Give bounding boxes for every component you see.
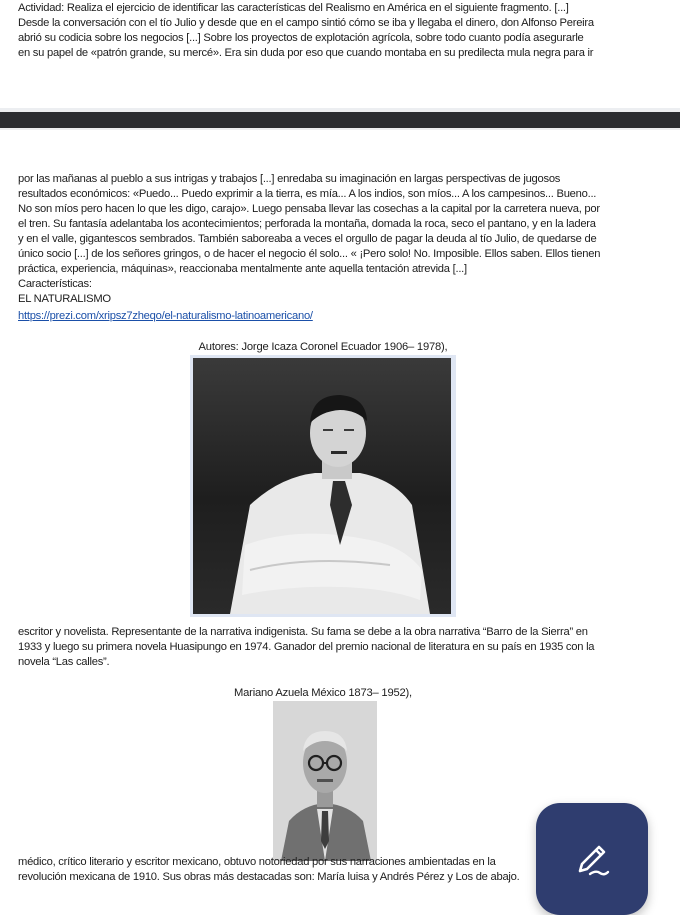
text-line: 1933 y luego su primera novela Huasipungo en 1974. Ganador del premio nacional de literatura en su país en 1935 con la [18,641,595,653]
author2-caption: Mariano Azuela México 1873– 1952), [234,687,412,699]
author1-caption: Autores: Jorge Icaza Coronel Ecuador 1906– 1978), [198,341,448,353]
text-line: en su papel de «patrón grande, su mercé». Era sin duda por eso que cuando montaba en su predilecta mula negra para ir [18,47,594,59]
text-line: el tren. Su fantasía adelantaba los acontecimientos; perforada la montaña, domada la roca, seco el pantano, y en la ladera [18,218,596,230]
portrait-illustration [273,701,377,861]
author1-portrait-photo [190,355,456,617]
text-line: No son míos pero hacen lo que les digo, carajo». Luego pensaba llevar las cosechas a la capital por la carretera nueva, por [18,203,600,215]
text-line: novela “Las calles”. [18,656,110,668]
text-line: resultados económicos: «Puedo... Puedo exprimir a la tierra, es mía... A los indios, son míos... A los campesinos... Bueno... [18,188,597,200]
author1-bio [18,625,633,670]
text-line: Desde la conversación con el tío Julio y desde que en el campo sintió cómo se iba y llegaba el dinero, don Alfonso Pereira [18,17,594,29]
activity-paragraph [18,1,633,61]
text-line: médico, crítico literario y escritor mexicano, obtuvo notoriedad por sus narraciones ambientadas en la [18,856,496,868]
portrait-illustration [190,355,456,617]
document-page-1 [0,0,680,108]
text-line: único socio [...] de los señores gringos, o de hacer el negocio él solo... « ¡Pero solo! No. Imposible. Ellos saben. Ellos tienen [18,248,601,260]
text-line: escritor y novelista. Representante de la narrativa indigenista. Su fama se debe a la obra narrativa “Barro de la Sierra” en [18,626,588,638]
pen-icon [570,837,614,881]
prezi-link-text[interactable]: https://prezi.com/xripsz7zheqo/el-naturalismo-latinoamericano/ [18,310,313,322]
text-line: abrió su codicia sobre los negocios [...] Sobre los proyectos de explotación agrícola, sobre todo cuanto podía asegurarle [18,32,584,44]
naturalismo-heading: EL NATURALISMO [18,293,111,305]
text-line: Actividad: Realiza el ejercicio de identificar las características del Realismo en América en el siguiente fragmento. [...] [18,2,569,14]
text-line: revolución mexicana de 1910. Sus obras más destacadas son: María luisa y Andrés Pérez y Los de abajo. [18,871,520,883]
fragment-paragraph [18,172,633,277]
text-line: por las mañanas al pueblo a sus intrigas y trabajos [...] enredaba su imaginación en largas perspectivas de jugosos [18,173,561,185]
text-line: práctica, experiencia, máquinas», reaccionaba mentalmente ante aquella tentación atrevida [...] [18,263,467,275]
author2-portrait-photo [273,701,377,861]
annotate-fab-button[interactable] [536,803,648,915]
text-line: y en el valle, gigantescos sembrados. También saboreaba a veces el orgullo de pagar la deuda al tío Julio, de quedarse de [18,233,597,245]
caracteristicas-label: Características: [18,278,92,290]
page-separator [0,112,680,128]
prezi-link[interactable] [18,309,633,324]
